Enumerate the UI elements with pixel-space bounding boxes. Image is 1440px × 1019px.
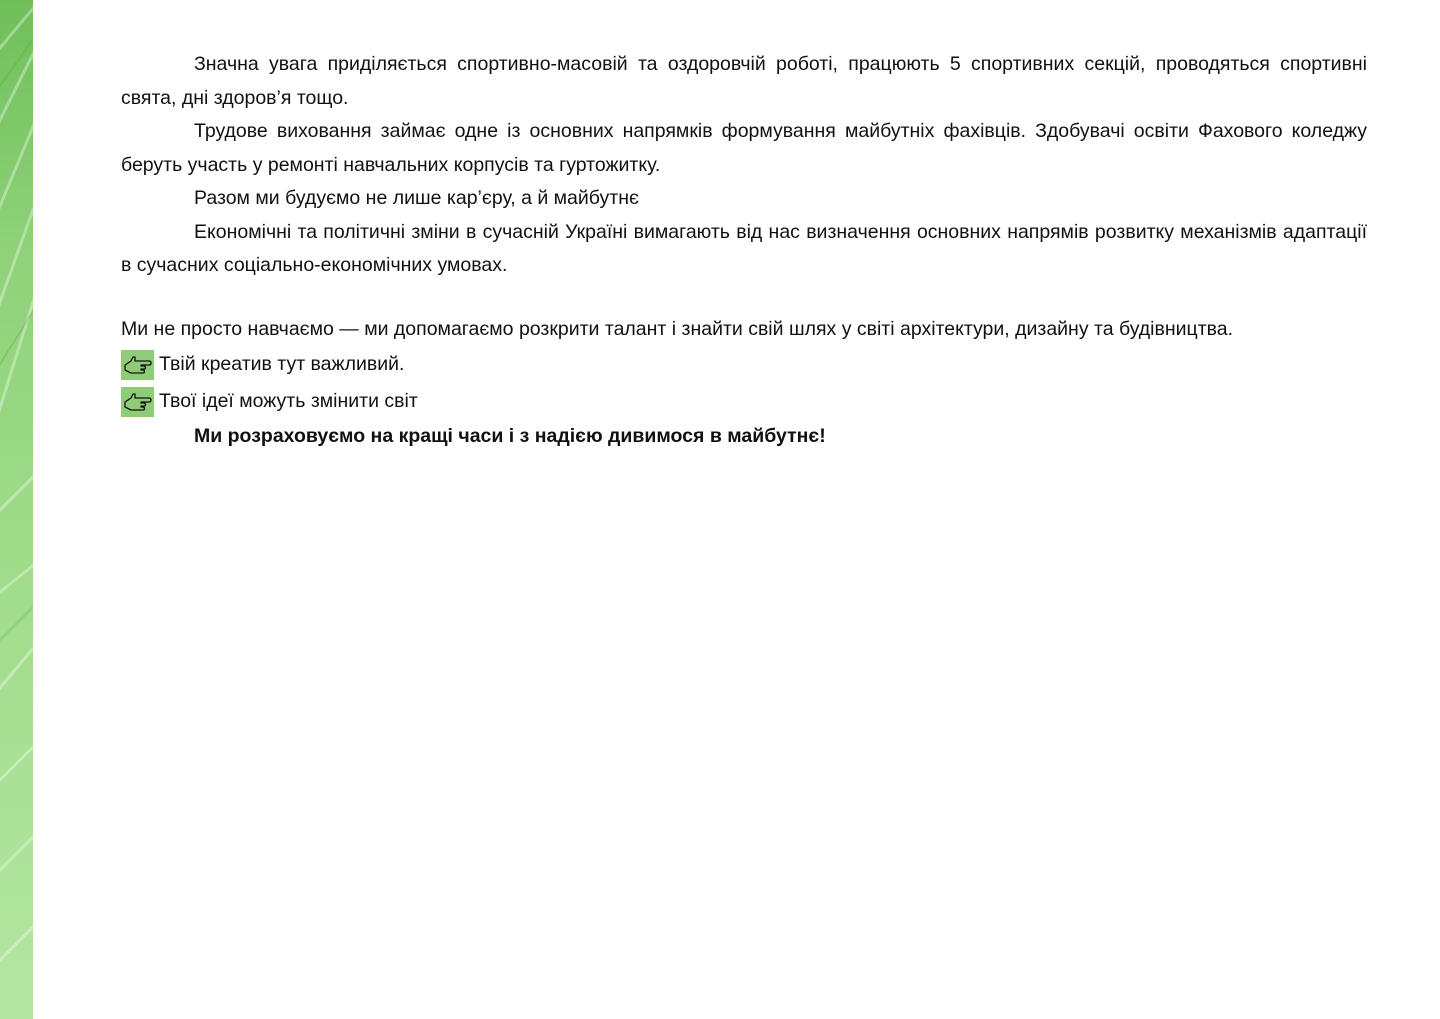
bullet-item [121,383,1367,420]
paragraph-sports: Значна увага приділяється спортивно-масовій та оздоровчій роботі, працюють 5 спортивних секцій, проводяться спортивні свята, дні здоров’я тощо. [121,53,1367,109]
band-stripes [0,0,33,1019]
bullet-item [121,346,1367,383]
pointing-hand-icon [121,387,154,417]
bullet-text: Твої ідеї можуть змінити світ [159,389,418,412]
decorative-green-band [0,0,33,1019]
paragraph-economic-changes: Економічні та політичні зміни в сучасній Україні вимагають від нас визначення основних напрямів розвитку механізмів адаптації в сучасних соціально-економічних умовах. [121,220,1367,276]
bullet-text: Твій креатив тут важливий. [159,352,405,375]
closing-statement: Ми розраховуємо на кращі часи і з надією дивимося в майбутнє! [194,425,826,447]
pointing-hand-icon [121,350,154,380]
spacer [121,283,1367,313]
paragraph-mission: Ми не просто навчаємо — ми допомагаємо розкрити талант і знайти свій шлях у світі архітектури, дизайну та будівництва. [121,317,1234,340]
paragraph-labor-education: Трудове виховання займає одне із основних напрямків формування майбутніх фахівців. Здобувачі освіти Фахового коледжу беруть участь у ремонті навчальних корпусів та гуртожитку. [121,120,1367,176]
document-body [121,48,1367,454]
paragraph-future: Разом ми будуємо не лише кар’єру, а й майбутнє [194,187,639,209]
